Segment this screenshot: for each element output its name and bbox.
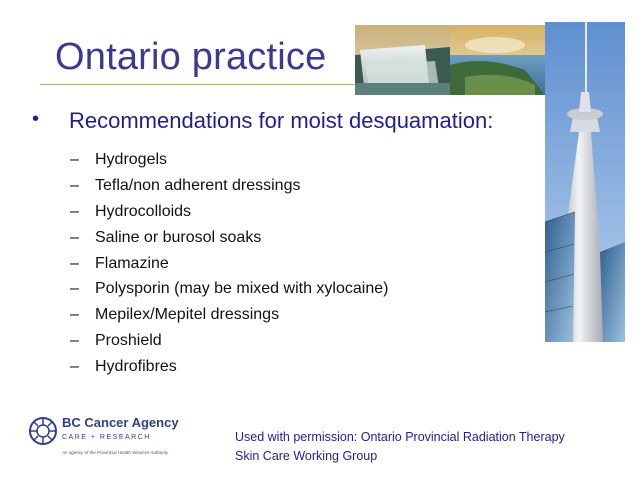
credit-line-2: Skin Care Working Group [235,449,378,463]
bullet-marker: • [32,108,40,130]
dash-marker: – [70,228,79,246]
agency-emblem-icon [28,416,58,446]
dash-marker: – [70,202,79,220]
cn-tower-photo [545,22,625,342]
dash-marker: – [70,176,79,194]
title-divider [40,84,355,85]
dash-marker: – [70,254,79,272]
dash-marker: – [70,280,79,298]
list-item-label: Hydrofibres [95,358,177,376]
list-item-label: Flamazine [95,254,169,272]
list-item-label: Tefla/non adherent dressings [95,176,301,194]
dash-marker: – [70,151,79,168]
main-bullet-text: Recommendations for moist desquamation: [69,108,494,133]
logo-name: BC Cancer Agency [62,415,179,430]
logo-tagline: An agency of the Provincial Health Services Authority [62,450,169,455]
credit-line-1: Used with permission: Ontario Provincial Radiation Therapy [235,430,565,444]
logo-subtitle: CARE + RESEARCH [62,434,151,441]
list-item-label: Proshield [95,332,162,350]
list-item-label: Mepilex/Mepitel dressings [95,306,280,324]
list-item-label: Saline or burosol soaks [95,228,262,246]
list-item-label: Hydrogels [95,151,168,168]
list-item-label: Hydrocolloids [95,202,192,220]
list-item-label: Polysporin (may be mixed with xylocaine) [95,280,389,298]
bc-cancer-agency-logo [28,412,218,462]
dash-marker: – [70,306,79,324]
permission-credit [235,428,565,466]
dash-marker: – [70,332,79,350]
dash-marker: – [70,358,79,376]
slide-title: Ontario practice [55,36,327,78]
niagara-falls-photo [355,25,450,95]
